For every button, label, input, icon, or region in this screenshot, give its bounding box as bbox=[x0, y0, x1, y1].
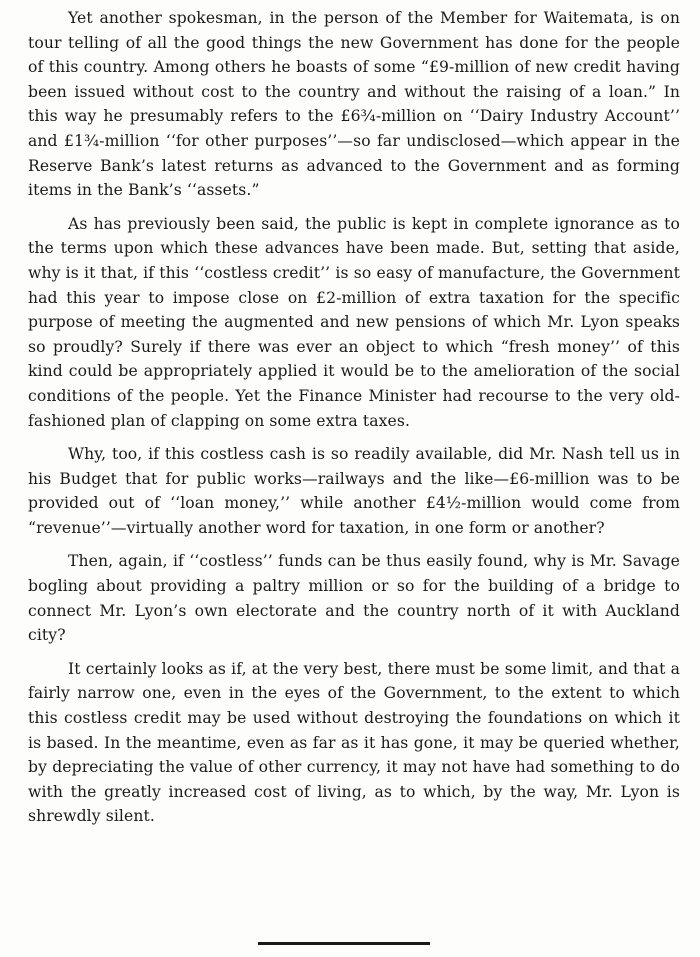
paragraph-1: Yet another spokesman, in the person of the Member for Waitemata, is on tour telling of all the good things the new Government has done for the people of this country. Among others he boasts of some “£9-million of new credit having been issued without cost to the country and without the raising of a loan.” In this way he presumably refers to the £6¾-million on ‘‘Dairy Industry Account’’ and £1¾-million ‘‘for other purposes’’—so far undisclosed—which appear in the Reserve Bank’s latest returns as advanced to the Government and as forming items in the Bank’s ‘‘assets.” bbox=[28, 9, 680, 200]
paragraph-2: As has previously been said, the public is kept in complete ignorance as to the terms upon which these advances have been made. But, setting that aside, why is it that, if this ‘‘costless credit’’ is so easy of manufacture, the Government had this year to impose close on £2-million of extra taxation for the specific purpose of meeting the augmented and new pensions of which Mr. Lyon speaks so proudly? Surely if there was ever an object to which “fresh money’’ of this kind could be appropriately applied it would be to the amelioration of the social conditions of the people. Yet the Finance Minister had recourse to the very old-fashioned plan of clapping on some extra taxes. bbox=[28, 214, 680, 430]
paragraph-4: Then, again, if ‘‘costless’’ funds can be thus easily found, why is Mr. Savage bogling about providing a paltry million or so for the building of a bridge to connect Mr. Lyon’s own electorate and the country north of it with Auckland city? bbox=[28, 552, 680, 645]
paragraph-5: It certainly looks as if, at the very best, there must be some limit, and that a fairly narrow one, even in the eyes of the Government, to the extent to which this costless credit may be used without destroying the foundations on which it is based. In the meantime, even as far as it has gone, it may be queried whether, by depreciating the value of other currency, it may not have had something to do with the greatly increased cost of living, as to which, by the way, Mr. Lyon is shrewdly silent. bbox=[28, 659, 680, 826]
article-body bbox=[28, 6, 680, 838]
paragraph-3: Why, too, if this costless cash is so readily available, did Mr. Nash tell us in his Budget that for public works—railways and the like—£6-million was to be provided out of ‘‘loan money,’’ while another £4½-million would come from “revenue’’—virtually another word for taxation, in one form or another? bbox=[28, 445, 680, 537]
section-divider-rule bbox=[258, 942, 430, 945]
